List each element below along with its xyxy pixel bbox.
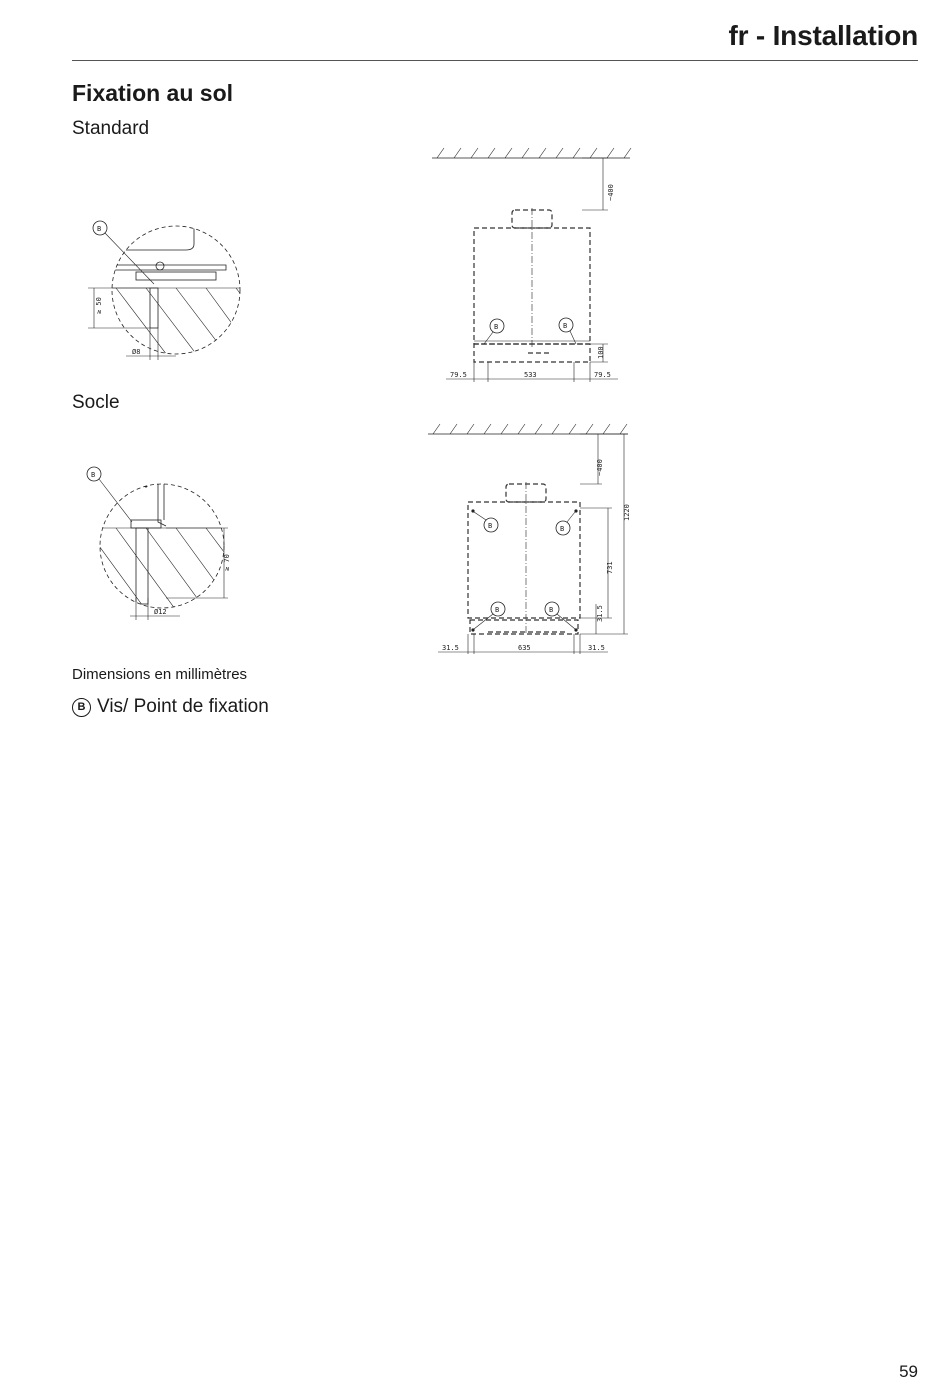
standard-front-left-dim: 79.5	[450, 371, 467, 379]
socle-front-mid-dim: 731	[606, 561, 614, 574]
legend-badge: B	[72, 698, 91, 717]
socle-detail-diagram	[76, 458, 246, 624]
legend	[72, 696, 269, 718]
standard-detail-depth-label: ≥ 50	[95, 297, 103, 314]
socle-front-total-dim: 1220	[623, 504, 631, 521]
page-number: 59	[899, 1362, 918, 1381]
dimensions-caption: Dimensions en millimètres	[72, 666, 248, 683]
standard-front-marker-left: B	[494, 323, 499, 331]
socle-front-right-dim: 31.5	[588, 644, 605, 652]
socle-front-marker-br: B	[549, 606, 554, 614]
standard-front-diagram	[432, 148, 632, 384]
standard-detail-diagram	[76, 210, 246, 370]
socle-front-marker-tl: B	[488, 522, 493, 530]
socle-detail-depth-label: ≥ 70	[223, 554, 231, 571]
section-standard-title: Standard	[72, 118, 150, 139]
standard-front-top-dim: ~400	[607, 184, 615, 201]
socle-front-top-dim: ~400	[596, 459, 604, 476]
socle-front-side-dim: 31.5	[596, 605, 604, 622]
socle-front-left-dim: 31.5	[442, 644, 459, 652]
standard-front-right-dim: 79.5	[594, 371, 611, 379]
socle-front-marker-bl: B	[495, 606, 500, 614]
standard-front-marker-right: B	[563, 322, 568, 330]
header-title: fr - Installation	[728, 20, 918, 51]
standard-front-center-dim: 533	[524, 371, 537, 379]
standard-detail-diameter-label: Ø8	[132, 348, 141, 356]
socle-front-diagram	[428, 424, 638, 656]
standard-detail-marker: B	[97, 225, 102, 233]
section-socle-title: Socle	[72, 392, 120, 413]
socle-front-center-dim: 635	[518, 644, 531, 652]
legend-text: Vis/ Point de fixation	[97, 696, 269, 717]
header-rule	[72, 60, 918, 61]
socle-detail-diameter-label: Ø12	[154, 608, 167, 616]
socle-detail-marker: B	[91, 471, 96, 479]
standard-front-side-dim: 100	[597, 346, 605, 359]
socle-front-marker-tr: B	[560, 525, 565, 533]
page-heading: Fixation au sol	[72, 80, 234, 106]
